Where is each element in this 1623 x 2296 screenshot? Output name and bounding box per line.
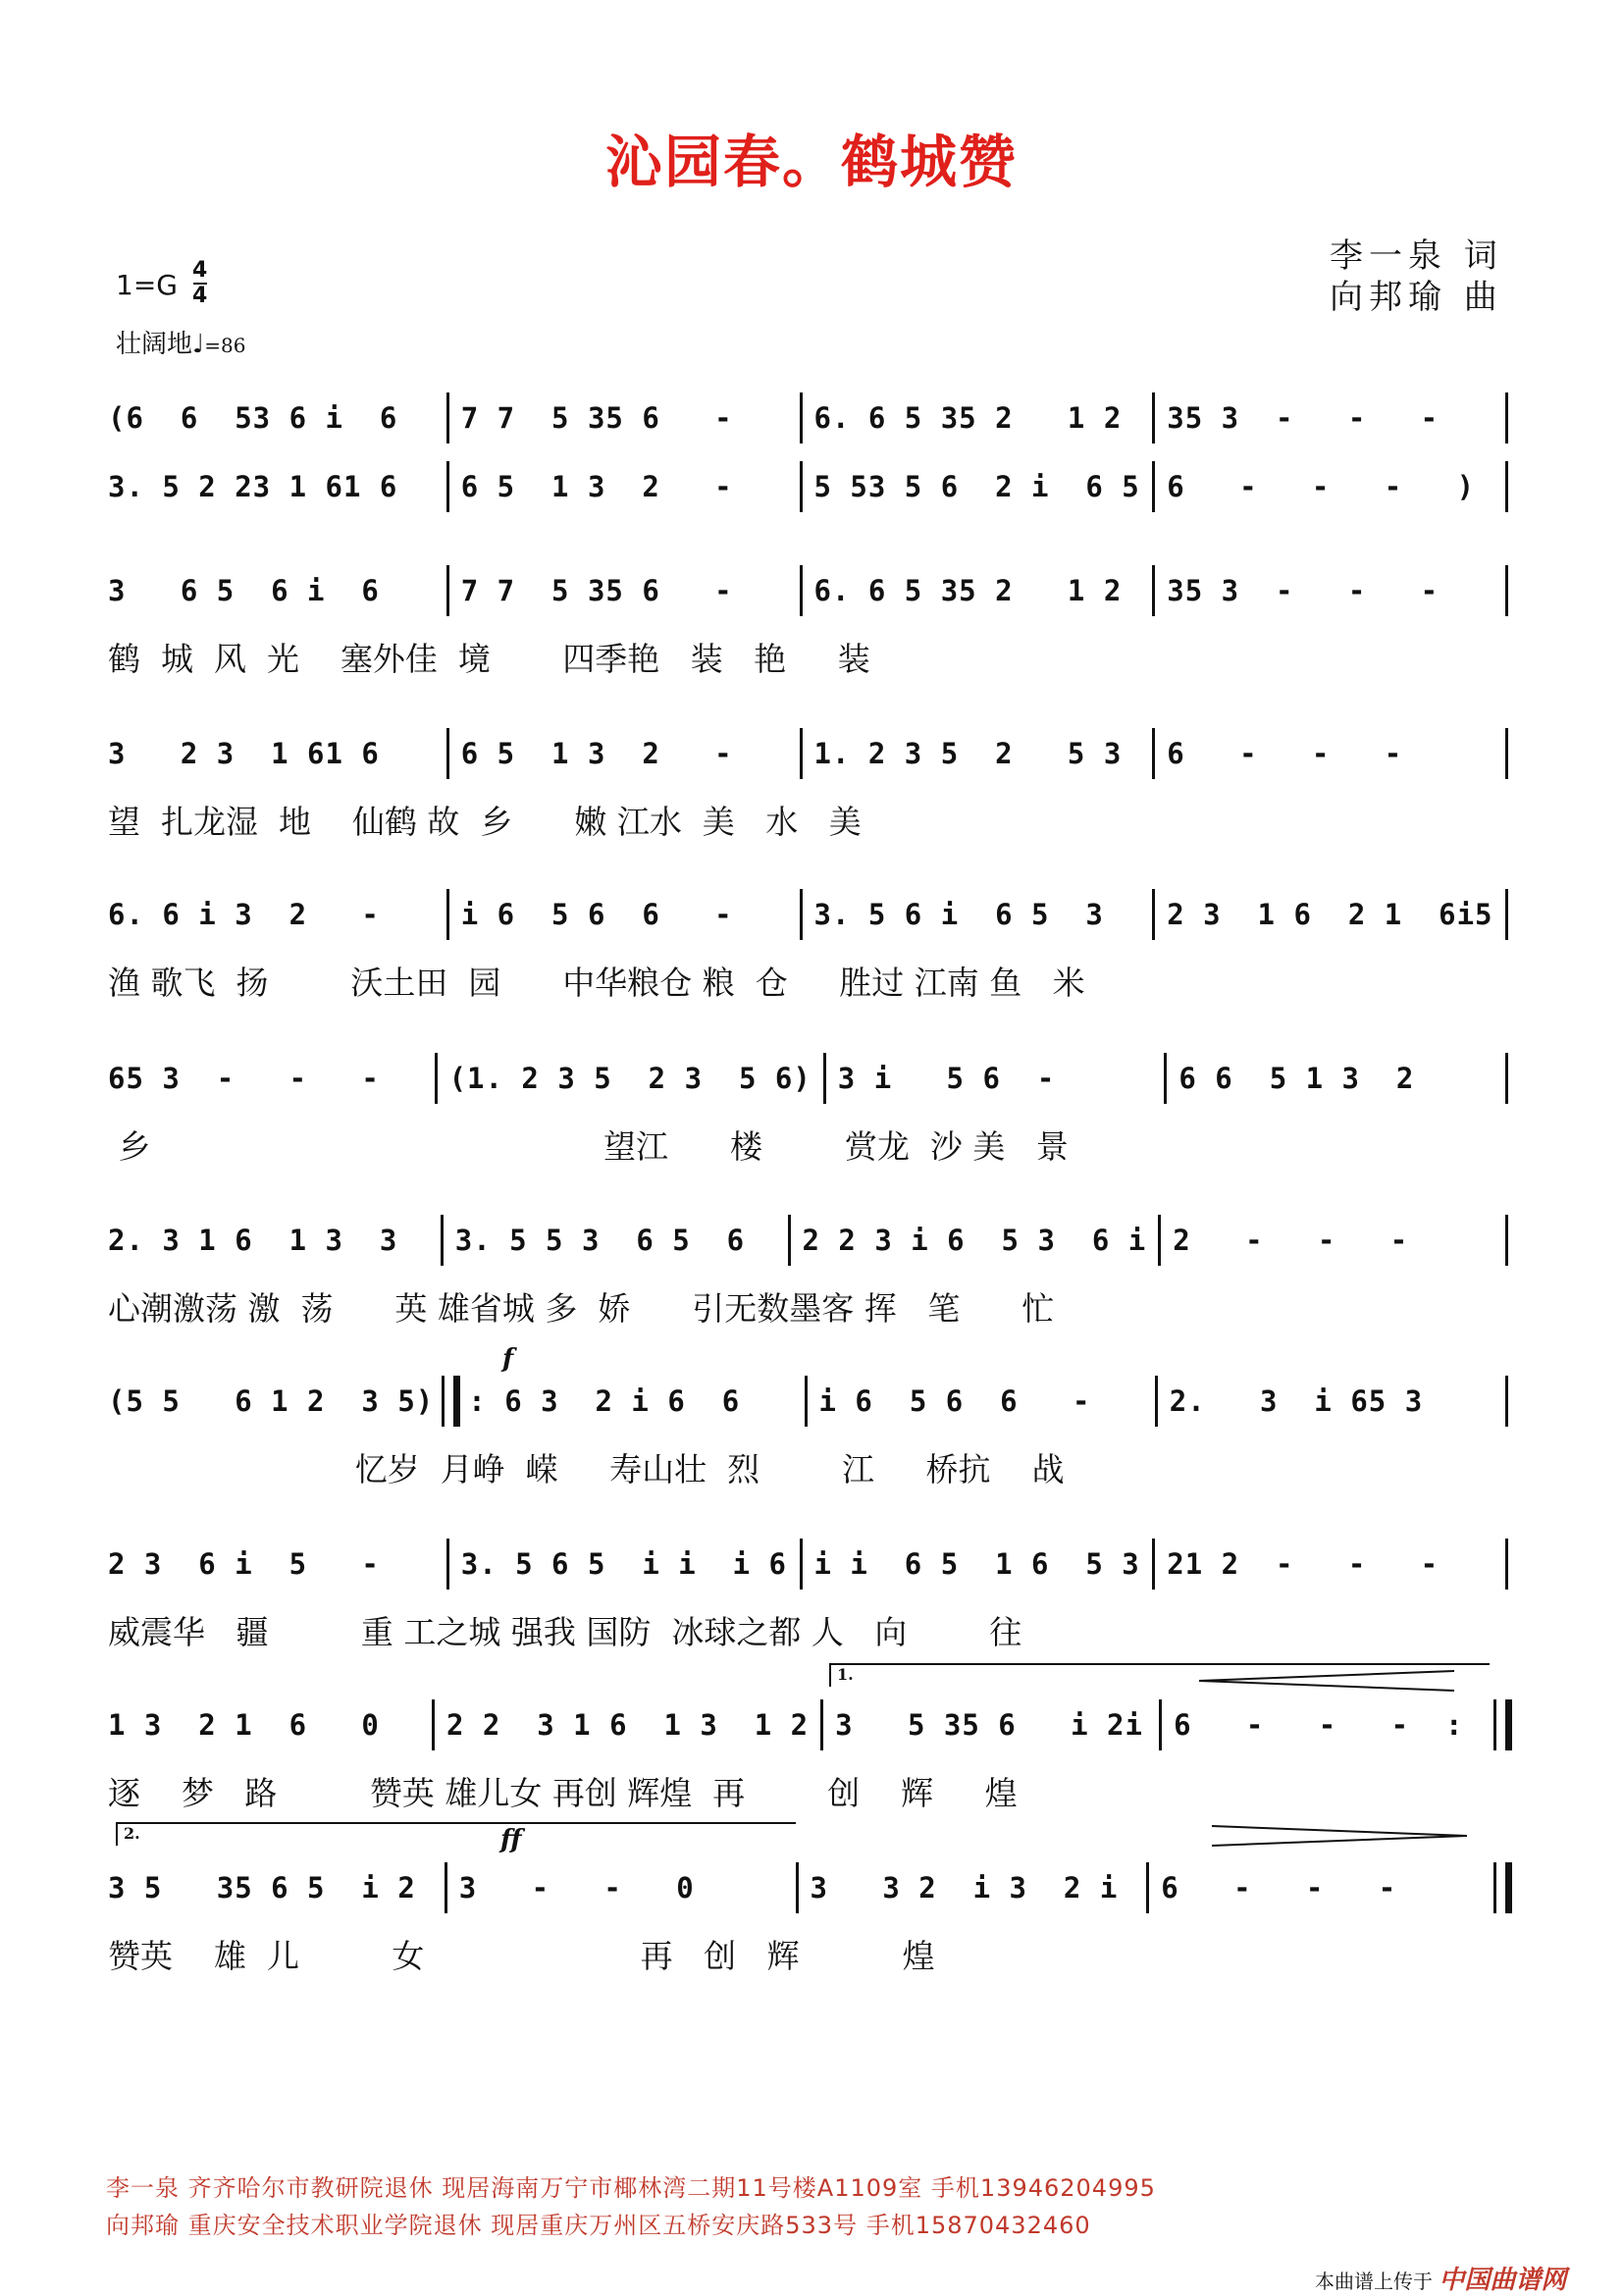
barline	[441, 1215, 444, 1266]
page-title: 沁园春。鹤城赞	[604, 129, 1018, 195]
footer-line-2: 向邦瑜 重庆安全技术职业学院退休 现居重庆万州区五桥安庆路533号 手机15870432460	[106, 2212, 1091, 2239]
barline	[823, 1053, 826, 1104]
measure: 65 3 - - -	[108, 1062, 380, 1095]
barline	[1152, 728, 1155, 779]
notation-line	[108, 461, 1520, 512]
measure: 2 3 1 6 2 1 6i5	[1167, 898, 1493, 931]
quarter-note-icon: ♩	[192, 330, 205, 359]
time-signature	[192, 259, 207, 308]
notation-line	[108, 1053, 1520, 1104]
measure: 35 3 - - -	[1167, 401, 1440, 435]
lyrics-line: 忆岁 月峥 嵘 寿山壮 烈 江 桥抗 战	[108, 1450, 1065, 1488]
barline	[446, 392, 449, 444]
barline	[796, 1862, 799, 1913]
barline	[445, 1862, 447, 1913]
measure: 6. 6 i 3 2 -	[108, 898, 380, 931]
measure: 6 - - - )	[1167, 470, 1476, 503]
measure: 5 53 5 6 2 i 6 5	[813, 470, 1140, 503]
notation-line	[108, 1539, 1520, 1590]
dynamic-f: f	[502, 1344, 514, 1374]
measure: 2. 3 i 65 3	[1169, 1384, 1424, 1418]
measure: 3 3 2 i 3 2 i	[810, 1871, 1119, 1905]
measure: 7 7 5 35 6 -	[460, 574, 733, 607]
measure: i i 6 5 1 6 5 3	[813, 1547, 1140, 1581]
measure: 6 5 1 3 2 -	[460, 470, 733, 503]
lyrics-line: 渔 歌飞 扬 沃土田 园 中华粮仓 粮 仓 胜过 江南 鱼 米	[108, 964, 1085, 1002]
barline	[1493, 1862, 1512, 1913]
measure: i 6 5 6 6 -	[460, 898, 733, 931]
tempo-mood: 壮阔地	[116, 330, 193, 359]
measure: 3. 5 2 23 1 61 6	[108, 470, 398, 503]
lyrics-line: 乡 望江 楼 赏龙 沙 美 景	[108, 1127, 1069, 1166]
barline	[1152, 1539, 1155, 1590]
barline	[1159, 1699, 1162, 1750]
notation-line	[108, 392, 1520, 444]
volta-first: 1.	[829, 1663, 1490, 1687]
barline	[1505, 728, 1508, 779]
measure: 6 5 1 3 2 -	[460, 737, 733, 770]
barline	[1505, 1539, 1508, 1590]
barline	[1505, 1215, 1508, 1266]
measure: 7 7 5 35 6 -	[460, 401, 733, 435]
barline	[800, 392, 803, 444]
measure: 6. 6 5 35 2 1 2	[813, 574, 1123, 607]
measure: 3. 5 6 i 6 5 3	[813, 898, 1104, 931]
measure: 3. 5 5 3 6 5 6	[454, 1224, 746, 1257]
barline	[1152, 461, 1155, 512]
measure: 3 5 35 6 i 2i	[835, 1708, 1143, 1742]
barline	[1146, 1862, 1149, 1913]
barline	[1164, 1053, 1167, 1104]
barline	[1158, 1215, 1161, 1266]
measure: 2 - - -	[1173, 1224, 1409, 1257]
footer-line-1: 李一泉 齐齐哈尔市教研院退休 现居海南万宁市椰林湾二期11号楼A1109室 手机13946204995	[106, 2174, 1156, 2202]
time-signature-bottom: 4	[192, 284, 208, 308]
measure: i 6 5 6 6 -	[818, 1384, 1091, 1418]
measure: 2 3 6 i 5 -	[108, 1547, 380, 1581]
barline	[1505, 461, 1508, 512]
tempo-bpm: =86	[204, 334, 246, 357]
measure: : 6 3 2 i 6 6	[468, 1384, 741, 1418]
lyrics-line: 逐 梦 路 赞英 雄儿女 再创 辉煌 再 创 辉 煌	[108, 1774, 1018, 1812]
barline	[1152, 889, 1155, 940]
measure: 2 2 3 i 6 5 3 6 i	[802, 1224, 1147, 1257]
volta-second: 2.	[116, 1822, 796, 1846]
tempo-marking	[116, 324, 246, 360]
barline	[788, 1215, 791, 1266]
barline	[1505, 1376, 1508, 1427]
measure: 6 - - -	[1167, 737, 1403, 770]
credits	[1330, 235, 1503, 318]
measure: 3 - - 0	[458, 1871, 695, 1905]
lyrics-line: 鹤 城 风 光 塞外佳 境 四季艳 装 艳 装	[108, 640, 870, 678]
barline	[435, 1053, 438, 1104]
barline	[1152, 565, 1155, 616]
measure: 2. 3 1 6 1 3 3	[108, 1224, 398, 1257]
measure: 6. 6 5 35 2 1 2	[813, 401, 1123, 435]
barline	[446, 889, 449, 940]
barline	[446, 565, 449, 616]
barline	[446, 728, 449, 779]
notation-line	[108, 1862, 1520, 1913]
barline	[1505, 565, 1508, 616]
notation-line	[108, 728, 1520, 779]
measure: 3 i 5 6 -	[837, 1062, 1056, 1095]
lyrics-line: 心潮激荡 激 荡 英 雄省城 多 娇 引无数墨客 挥 笔 忙	[108, 1289, 1055, 1328]
barline	[800, 728, 803, 779]
barline	[432, 1699, 435, 1750]
barline	[800, 461, 803, 512]
notation-line	[108, 889, 1520, 940]
barline	[805, 1376, 808, 1427]
composer-credit: 向邦瑜 曲	[1330, 278, 1503, 317]
barline	[1505, 392, 1508, 444]
lyrics-line: 威震华 疆 重 工之城 强我 国防 冰球之都 人 向 往	[108, 1613, 1022, 1651]
barline	[800, 1539, 803, 1590]
measure: (5 5 6 1 2 3 5)	[108, 1384, 435, 1418]
site-logo: 中国曲谱网	[1439, 2266, 1567, 2295]
lyrics-line: 望 扎龙湿 地 仙鹤 故 乡 嫩 江水 美 水 美	[108, 803, 862, 841]
barline	[800, 565, 803, 616]
barline	[446, 1539, 449, 1590]
notation-line	[108, 1376, 1520, 1427]
time-signature-top: 4	[192, 258, 208, 283]
notation-line	[108, 565, 1520, 616]
measure: 6 - - -	[1161, 1871, 1397, 1905]
measure: 2 2 3 1 6 1 3 1 2	[445, 1708, 810, 1742]
notation-line	[108, 1699, 1520, 1750]
barline	[1493, 1699, 1512, 1750]
measure: (1. 2 3 5 2 3 5 6)	[448, 1062, 812, 1095]
barline	[1152, 392, 1155, 444]
measure: 1 3 2 1 6 0	[108, 1708, 380, 1742]
measure: 1. 2 3 5 2 5 3	[813, 737, 1123, 770]
barline	[1155, 1376, 1158, 1427]
measure: 21 2 - - -	[1167, 1547, 1440, 1581]
dynamic-ff: ff	[500, 1825, 522, 1854]
measure: 6 6 5 1 3 2	[1178, 1062, 1415, 1095]
measure: 3 5 35 6 5 i 2	[108, 1871, 416, 1905]
barline	[446, 461, 449, 512]
barline	[1505, 1053, 1508, 1104]
lyrics-line: 赞英 雄 儿 女 再 创 辉 煌	[108, 1937, 935, 1975]
measure: (6 6 53 6 i 6	[108, 401, 398, 435]
barline	[800, 889, 803, 940]
key-signature: 1=G	[116, 269, 178, 301]
barline	[442, 1376, 460, 1427]
measure: 6 - - - :	[1174, 1708, 1464, 1742]
diminuendo-hairpin	[1199, 1668, 1454, 1694]
upload-note	[1315, 2260, 1566, 2296]
barline	[1505, 889, 1508, 940]
measure: 3 2 3 1 61 6	[108, 737, 380, 770]
barline	[820, 1699, 823, 1750]
notation-line	[108, 1215, 1520, 1266]
measure: 3 6 5 6 i 6	[108, 574, 380, 607]
decrescendo-hairpin	[1212, 1823, 1467, 1849]
measure: 3. 5 6 5 i i i 6	[460, 1547, 788, 1581]
measure: 35 3 - - -	[1167, 574, 1440, 607]
upload-text: 本曲谱上传于	[1315, 2270, 1433, 2293]
lyricist-credit: 李一泉 词	[1330, 236, 1503, 276]
